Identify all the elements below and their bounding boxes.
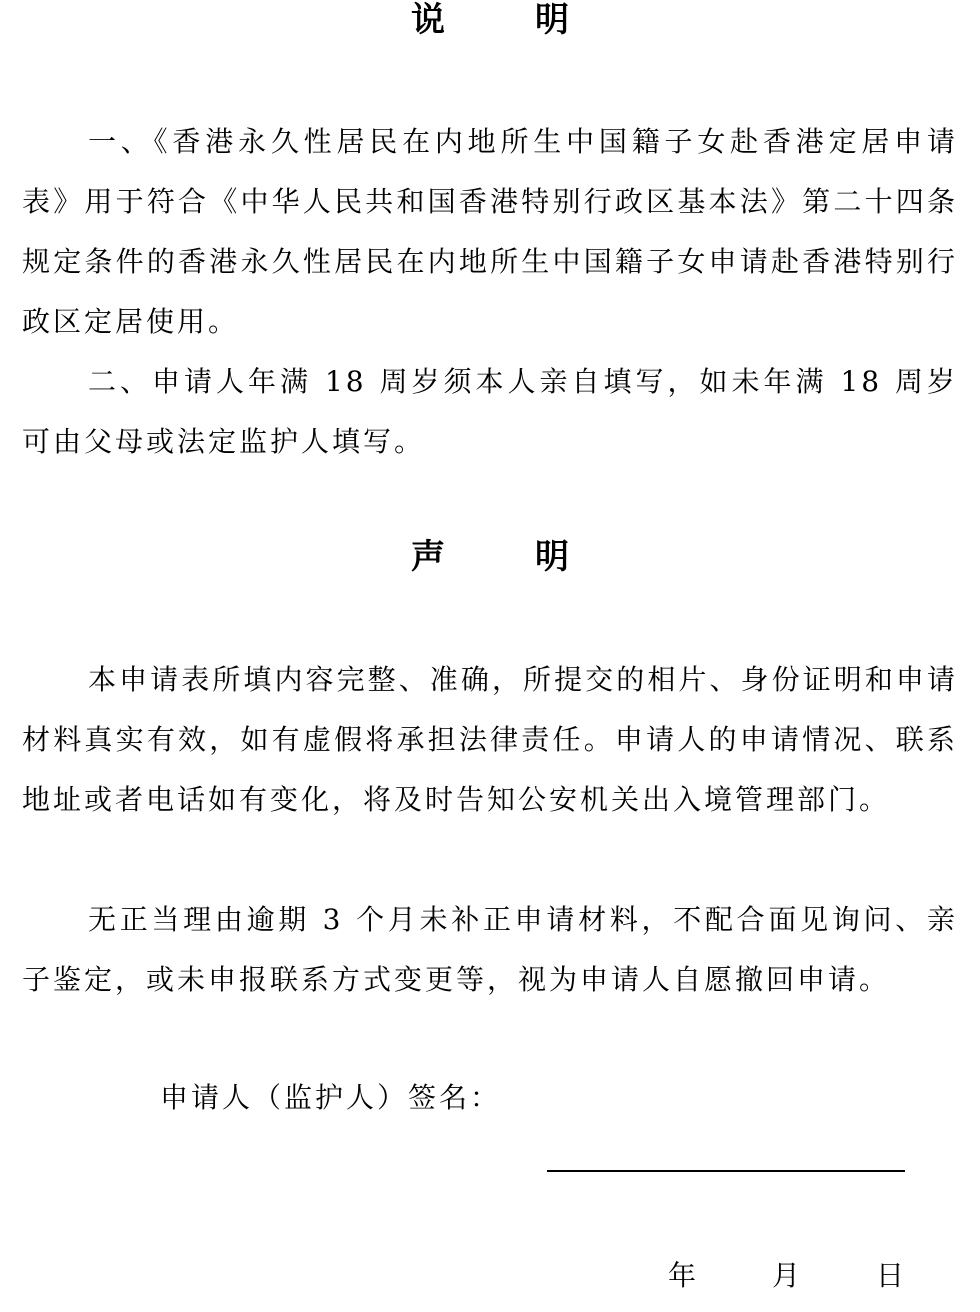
- declaration-title-right: 明: [535, 537, 569, 577]
- instructions-title-right: 明: [535, 0, 569, 40]
- declaration-title: [0, 537, 980, 577]
- declaration-title-left: 声: [411, 537, 445, 577]
- date-month-label: 月: [772, 1259, 801, 1292]
- date-year-label: 年: [668, 1259, 697, 1292]
- signature-label: 申请人（监护人）签名：: [160, 1081, 502, 1114]
- date-day-label: 日: [876, 1259, 905, 1292]
- instructions-paragraph-2: 二、申请人年满 18 周岁须本人亲自填写，如未年满 18 周岁可由父母或法定监护人填写。: [22, 365, 958, 458]
- signature-line[interactable]: [547, 1170, 905, 1172]
- instructions-title: [0, 0, 980, 40]
- instructions-title-left: 说: [411, 0, 445, 40]
- instructions-paragraph-1: 一、《香港永久性居民在内地所生中国籍子女赴香港定居申请表》用于符合《中华人民共和国香港特别行政区基本法》第二十四条规定条件的香港永久性居民在内地所生中国籍子女申请赴香港特别行政区定居使用。: [22, 125, 958, 338]
- declaration-paragraph-2: 无正当理由逾期 3 个月未补正申请材料，不配合面见询问、亲子鉴定，或未申报联系方式变更等，视为申请人自愿撤回申请。: [22, 903, 958, 996]
- declaration-paragraph-1: 本申请表所填内容完整、准确，所提交的相片、身份证明和申请材料真实有效，如有虚假将承担法律责任。申请人的申请情况、联系地址或者电话如有变化，将及时告知公安机关出入境管理部门。: [22, 663, 958, 816]
